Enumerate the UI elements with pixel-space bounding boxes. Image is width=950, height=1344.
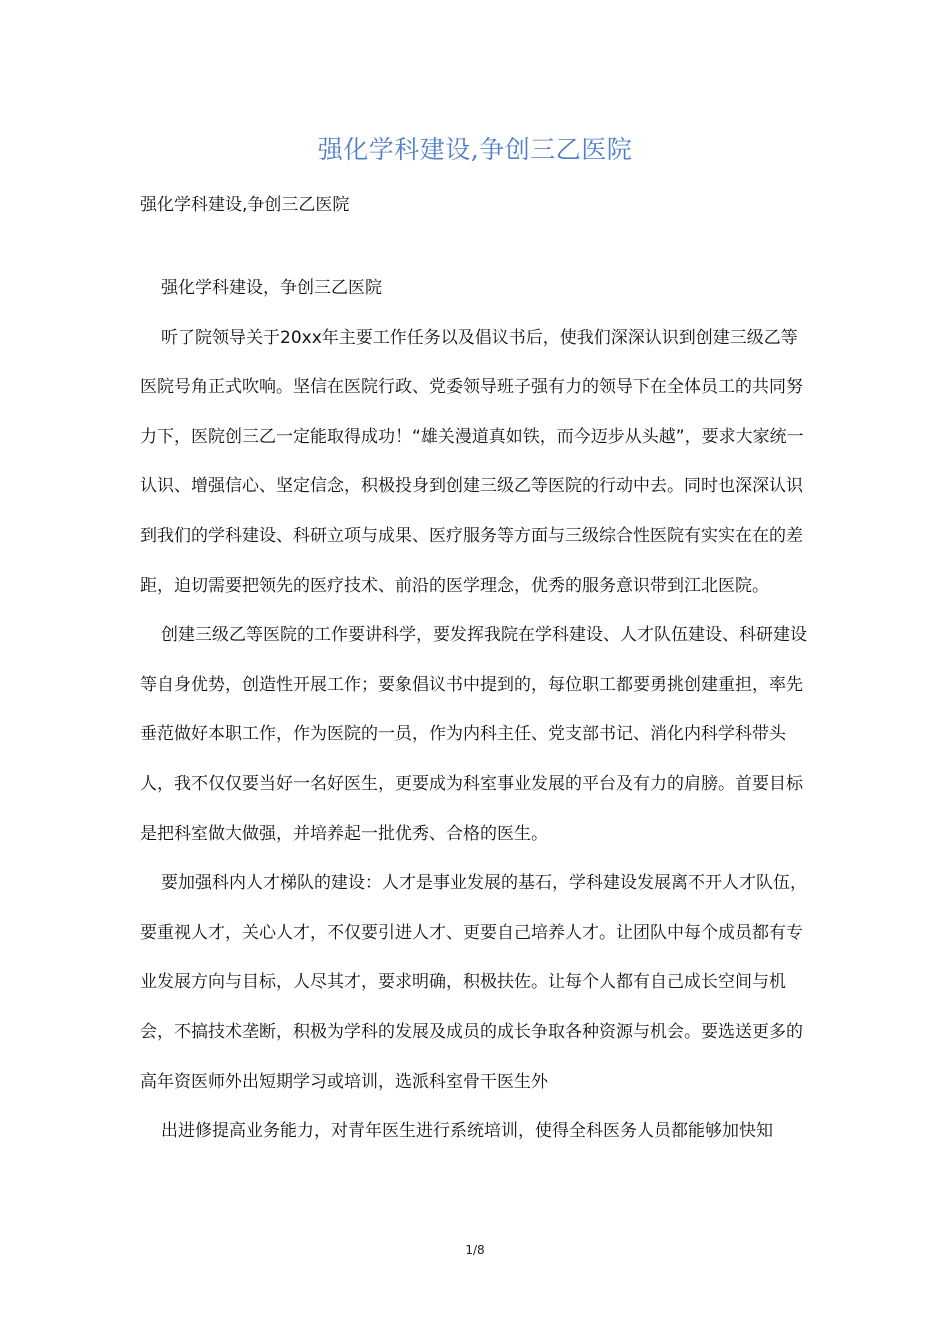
paragraph: 创建三级乙等医院的工作要讲科学，要发挥我院在学科建设、人才队伍建设、科研建设等自身优势，创造性开展工作；要象倡议书中提到的，每位职工都要勇挑创建重担，率先垂范做好本职工作，作为医院的一员，作为内科主任、党支部书记、消化内科学科带头人，我不仅仅要当好一名好医生，更要成为科室事业发展的平台及有力的肩膀。首要目标是把科室做大做强，并培养起一批优秀、合格的医生。 [140, 625, 807, 844]
document-title: 强化学科建设,争创三乙医院 [317, 135, 633, 164]
paragraph: 要加强科内人才梯队的建设：人才是事业发展的基石，学科建设发展离不开人才队伍，要重视人才，关心人才，不仅要引进人才、更要自己培养人才。让团队中每个成员都有专业发展方向与目标，人尽其才，要求明确，积极扶佐。让每个人都有自己成长空间与机会，不搞技术垄断，积极为学科的发展及成员的成长争取各种资源与机会。要选送更多的高年资医师外出短期学习或培训，选派科室骨干医生外 [140, 873, 807, 1092]
document-subtitle: 强化学科建设,争创三乙医院 [140, 195, 350, 215]
paragraph: 强化学科建设，争创三乙医院 [161, 278, 382, 298]
paragraph: 出进修提高业务能力，对青年医生进行系统培训，使得全科医务人员都能够加快知 [161, 1121, 773, 1142]
page-number: 1/8 [465, 1243, 485, 1257]
paragraph: 听了院领导关于20xx年主要工作任务以及倡议书后，使我们深深认识到创建三级乙等医院号角正式吹响。坚信在医院行政、党委领导班子强有力的领导下在全体员工的共同努力下，医院创三乙一定能取得成功！“雄关漫道真如铁，而今迈步从头越”，要求大家统一认识、增强信心、坚定信念，积极投身到创建三级乙等医院的行动中去。同时也深深认识到我们的学科建设、科研立项与成果、医疗服务等方面与三级综合性医院有实实在在的差距，迫切需要把领先的医疗技术、前沿的医学理念，优秀的服务意识带到江北医院。 [140, 327, 804, 596]
document-body [140, 264, 814, 1157]
